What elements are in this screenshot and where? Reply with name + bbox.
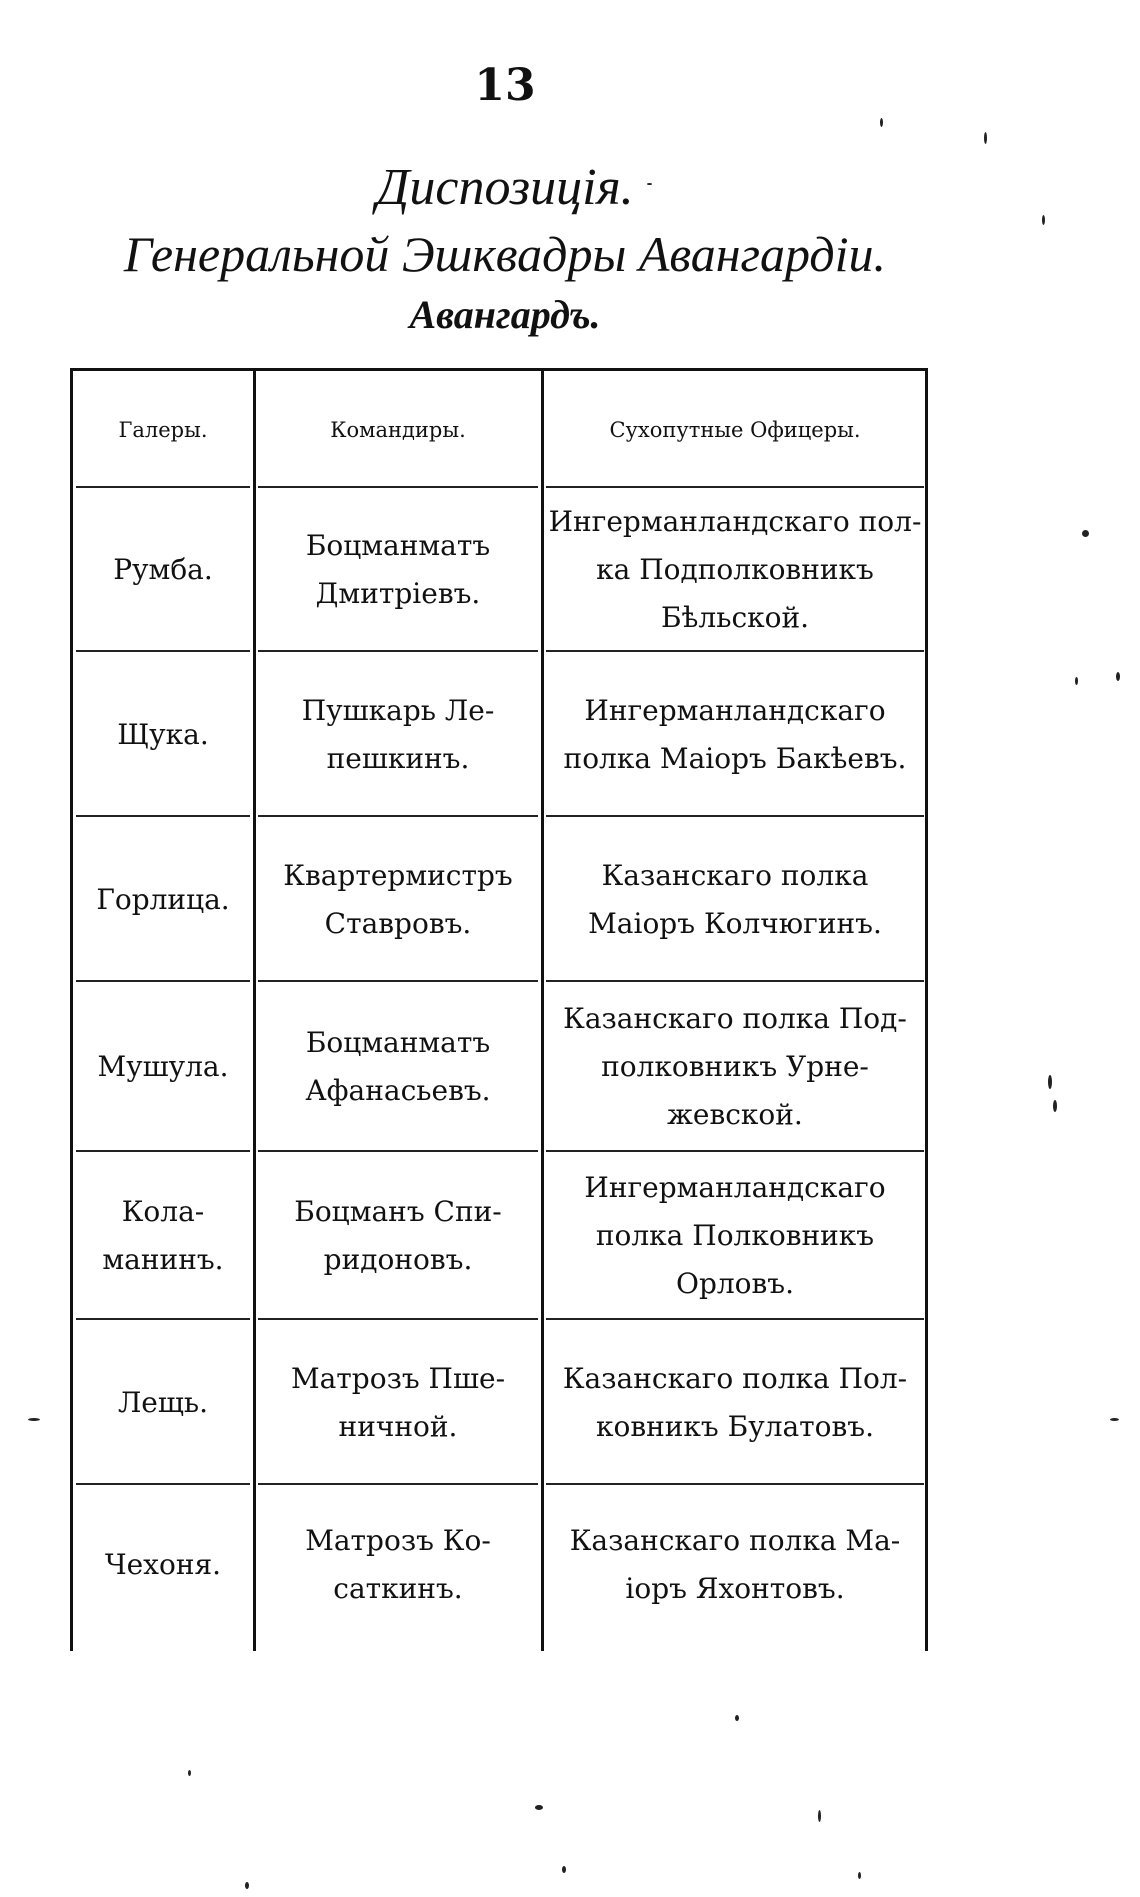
table-row [70,817,928,982]
table-row [70,1152,928,1320]
document-title: Диспозиція. [376,159,634,216]
table-header-row [70,371,928,488]
officer-name: Ингерманландскаго пол- ка Подполковникъ Бѣльской. [548,505,922,634]
officer-name: Ингерманландскаго полка Полковникъ Орловъ. [584,1171,886,1300]
table-row [70,982,928,1152]
page-number: 13 [474,60,536,111]
commander-name: Боцманматъ Афанасьевъ. [305,1026,491,1107]
commander-name: Пушкарь Ле- пешкинъ. [301,693,495,775]
commander-name: Матрозъ Пше- ничной. [290,1361,506,1443]
disposition-table [70,368,928,1651]
commander-name: Боцманъ Спи- ридоновъ. [294,1195,502,1276]
galley-name: Чехоня. [104,1548,222,1581]
commander-name: Квартермистръ Ставровъ. [283,858,513,940]
officer-name: Казанскаго полка Маіоръ Колчюгинъ. [588,858,882,940]
scan-speck [858,1872,861,1879]
scan-speck [1082,530,1089,537]
officer-name: Ингерманландскаго полка Маіоръ Бакѣевъ. [563,693,907,775]
scan-speck [188,1770,191,1776]
header-galleys: Галеры. [118,417,208,442]
scan-speck [245,1882,249,1889]
galley-name: Горлица. [96,882,230,916]
scan-speck [28,1418,40,1421]
scan-speck [562,1866,566,1873]
section-title: Авангардъ. [409,292,601,337]
scan-speck [735,1715,739,1721]
scan-speck [1116,672,1120,681]
galley-name: Румба. [113,553,213,586]
table-row [70,488,928,652]
scan-speck [1048,1075,1052,1089]
table-row [70,652,928,817]
scan-speck [1053,1100,1057,1112]
officer-name: Казанскаго полка Ма- іоръ Яхонтовъ. [569,1524,901,1605]
officer-name: Казанскаго полка Пол- ковникъ Булатовъ. [562,1361,908,1443]
document-subtitle: Генеральной Эшквадры Авангардіи. [123,226,887,282]
scan-speck [818,1810,821,1822]
header-land-officers: Сухопутные Офицеры. [609,417,861,442]
scan-speck [1075,677,1078,685]
scan-speck [535,1805,543,1810]
scan-speck [880,118,883,127]
commander-name: Боцманматъ Дмитріевъ. [305,529,491,610]
galley-name: Лещь. [117,1385,209,1419]
scan-speck [647,183,652,185]
scan-speck [1110,1418,1119,1421]
scan-speck [1042,215,1045,225]
table-row [70,1320,928,1485]
galley-name: Мушула. [97,1050,229,1083]
table-row [70,1485,928,1645]
commander-name: Матрозъ Ко- саткинъ. [305,1524,491,1605]
title-block [0,155,1010,343]
header-commanders: Командиры. [330,417,466,442]
officer-name: Казанскаго полка Под- полковникъ Урне- жевской. [563,1002,907,1131]
galley-name: Щука. [117,717,209,751]
galley-name: Кола- манинъ. [102,1195,224,1276]
scan-speck [984,132,987,144]
